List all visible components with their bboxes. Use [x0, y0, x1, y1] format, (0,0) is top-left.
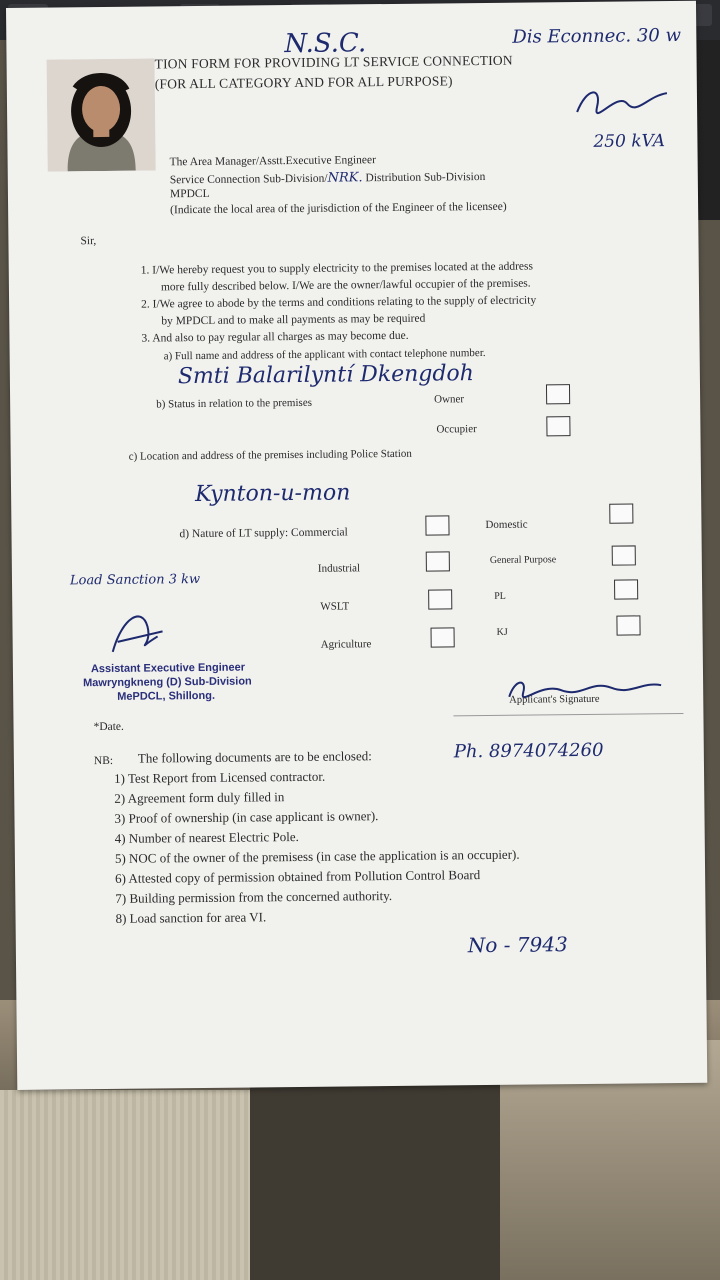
addressee-subdivision	[170, 169, 486, 187]
declaration-3: 3. And also to pay regular all charges as may become due.	[141, 329, 409, 345]
document-item: 4) Number of nearest Electric Pole.	[114, 828, 299, 846]
stamp-company: MePDCL, Shillong.	[117, 689, 216, 703]
declaration-2: 2. I/We agree to abode by the terms and conditions relating to the supply of electricity	[141, 294, 537, 311]
wslt-checkbox[interactable]	[428, 589, 452, 609]
addressee-title: The Area Manager/Asstt.Executive Engineer	[169, 154, 376, 169]
application-form	[6, 1, 707, 1090]
question-c: c) Location and address of the premises including Police Station	[128, 447, 412, 463]
agriculture-checkbox[interactable]	[431, 627, 455, 647]
domestic-label: Domestic	[485, 518, 528, 532]
pl-checkbox[interactable]	[614, 579, 638, 599]
wslt-label: WSLT	[320, 600, 350, 613]
document-item: 2) Agreement form duly filled in	[114, 789, 285, 806]
declaration-2-cont: by MPDCL and to make all payments as may be required	[161, 312, 426, 328]
stamp-subdivision: Mawryngkneng (D) Sub-Division	[83, 675, 252, 690]
form-title: TION FORM FOR PROVIDING LT SERVICE CONNECTION	[154, 52, 513, 72]
occupier-label: Occupier	[436, 423, 477, 436]
general-purpose-checkbox[interactable]	[612, 545, 636, 565]
document-item: 3) Proof of ownership (in case applicant is owner).	[114, 808, 379, 826]
nb-intro: The following documents are to be enclosed:	[137, 748, 372, 766]
handwritten-load: 250 kVA	[593, 131, 666, 152]
industrial-checkbox[interactable]	[426, 551, 450, 571]
subdivision-handwritten: NRK.	[327, 170, 363, 186]
applicant-name: Smti Balarilyntí Dkengdoh	[177, 361, 475, 390]
phone-number: Ph. 8974074260	[453, 739, 604, 763]
declaration-1-cont: more fully described below. I/We are the owner/lawful occupier of the premises.	[160, 277, 531, 294]
owner-checkbox[interactable]	[546, 384, 570, 404]
signature-engineer	[102, 606, 173, 662]
commercial-checkbox[interactable]	[425, 515, 449, 535]
serial-number: No - 7943	[467, 932, 568, 958]
document-item: 7) Building permission from the concerned authority.	[115, 888, 393, 906]
date-label: *Date.	[93, 720, 124, 734]
owner-label: Owner	[434, 393, 465, 406]
question-d: d) Nature of LT supply: Commercial	[179, 526, 348, 541]
applicant-photo	[47, 58, 156, 171]
question-a: a) Full name and address of the applicant with contact telephone number.	[163, 346, 486, 363]
dark-cloth	[250, 1080, 500, 1280]
document-item: 5) NOC of the owner of the premisess (in case the application is an occupier).	[114, 846, 520, 866]
document-item: 1) Test Report from Licensed contractor.	[113, 768, 326, 786]
addressee-company: MPDCL	[169, 187, 210, 201]
premises-location: Kynton-u-mon	[194, 480, 351, 508]
handwritten-nsc: N.S.C.	[284, 28, 367, 60]
pl-label: PL	[494, 590, 506, 602]
kj-checkbox[interactable]	[616, 615, 640, 635]
signature-label: Applicant's Signature	[509, 693, 600, 706]
handwritten-disconnection: Dis Econnec. 30 w	[512, 24, 682, 48]
addressee-note: (Indicate the local area of the jurisdiction of the Engineer of the licensee)	[170, 200, 507, 217]
document-item: 6) Attested copy of permission obtained from Pollution Control Board	[115, 867, 481, 886]
declaration-1: 1. I/We hereby request you to supply electricity to the premises located at the address	[140, 260, 533, 277]
salutation: Sir,	[80, 235, 97, 248]
question-b: b) Status in relation to the premises	[156, 396, 313, 411]
stamp-title: Assistant Executive Engineer	[90, 661, 246, 676]
kj-label: KJ	[496, 626, 508, 638]
form-subtitle: (FOR ALL CATEGORY AND FOR ALL PURPOSE)	[154, 73, 453, 92]
distribution-label: Distribution Sub-Division	[362, 170, 486, 185]
subdivision-label: Service Connection Sub-Division/	[169, 172, 328, 187]
industrial-label: Industrial	[317, 562, 361, 575]
load-sanction-note: Load Sanction 3 kw	[69, 571, 201, 589]
nb-label: NB:	[93, 754, 114, 768]
general-purpose-label: General Purpose	[489, 554, 557, 566]
document-item: 8) Load sanction for area VI.	[115, 909, 267, 926]
signature-top	[567, 81, 677, 122]
occupier-checkbox[interactable]	[546, 416, 570, 436]
agriculture-label: Agriculture	[320, 638, 372, 651]
signature-line	[453, 713, 683, 716]
domestic-checkbox[interactable]	[609, 503, 633, 523]
